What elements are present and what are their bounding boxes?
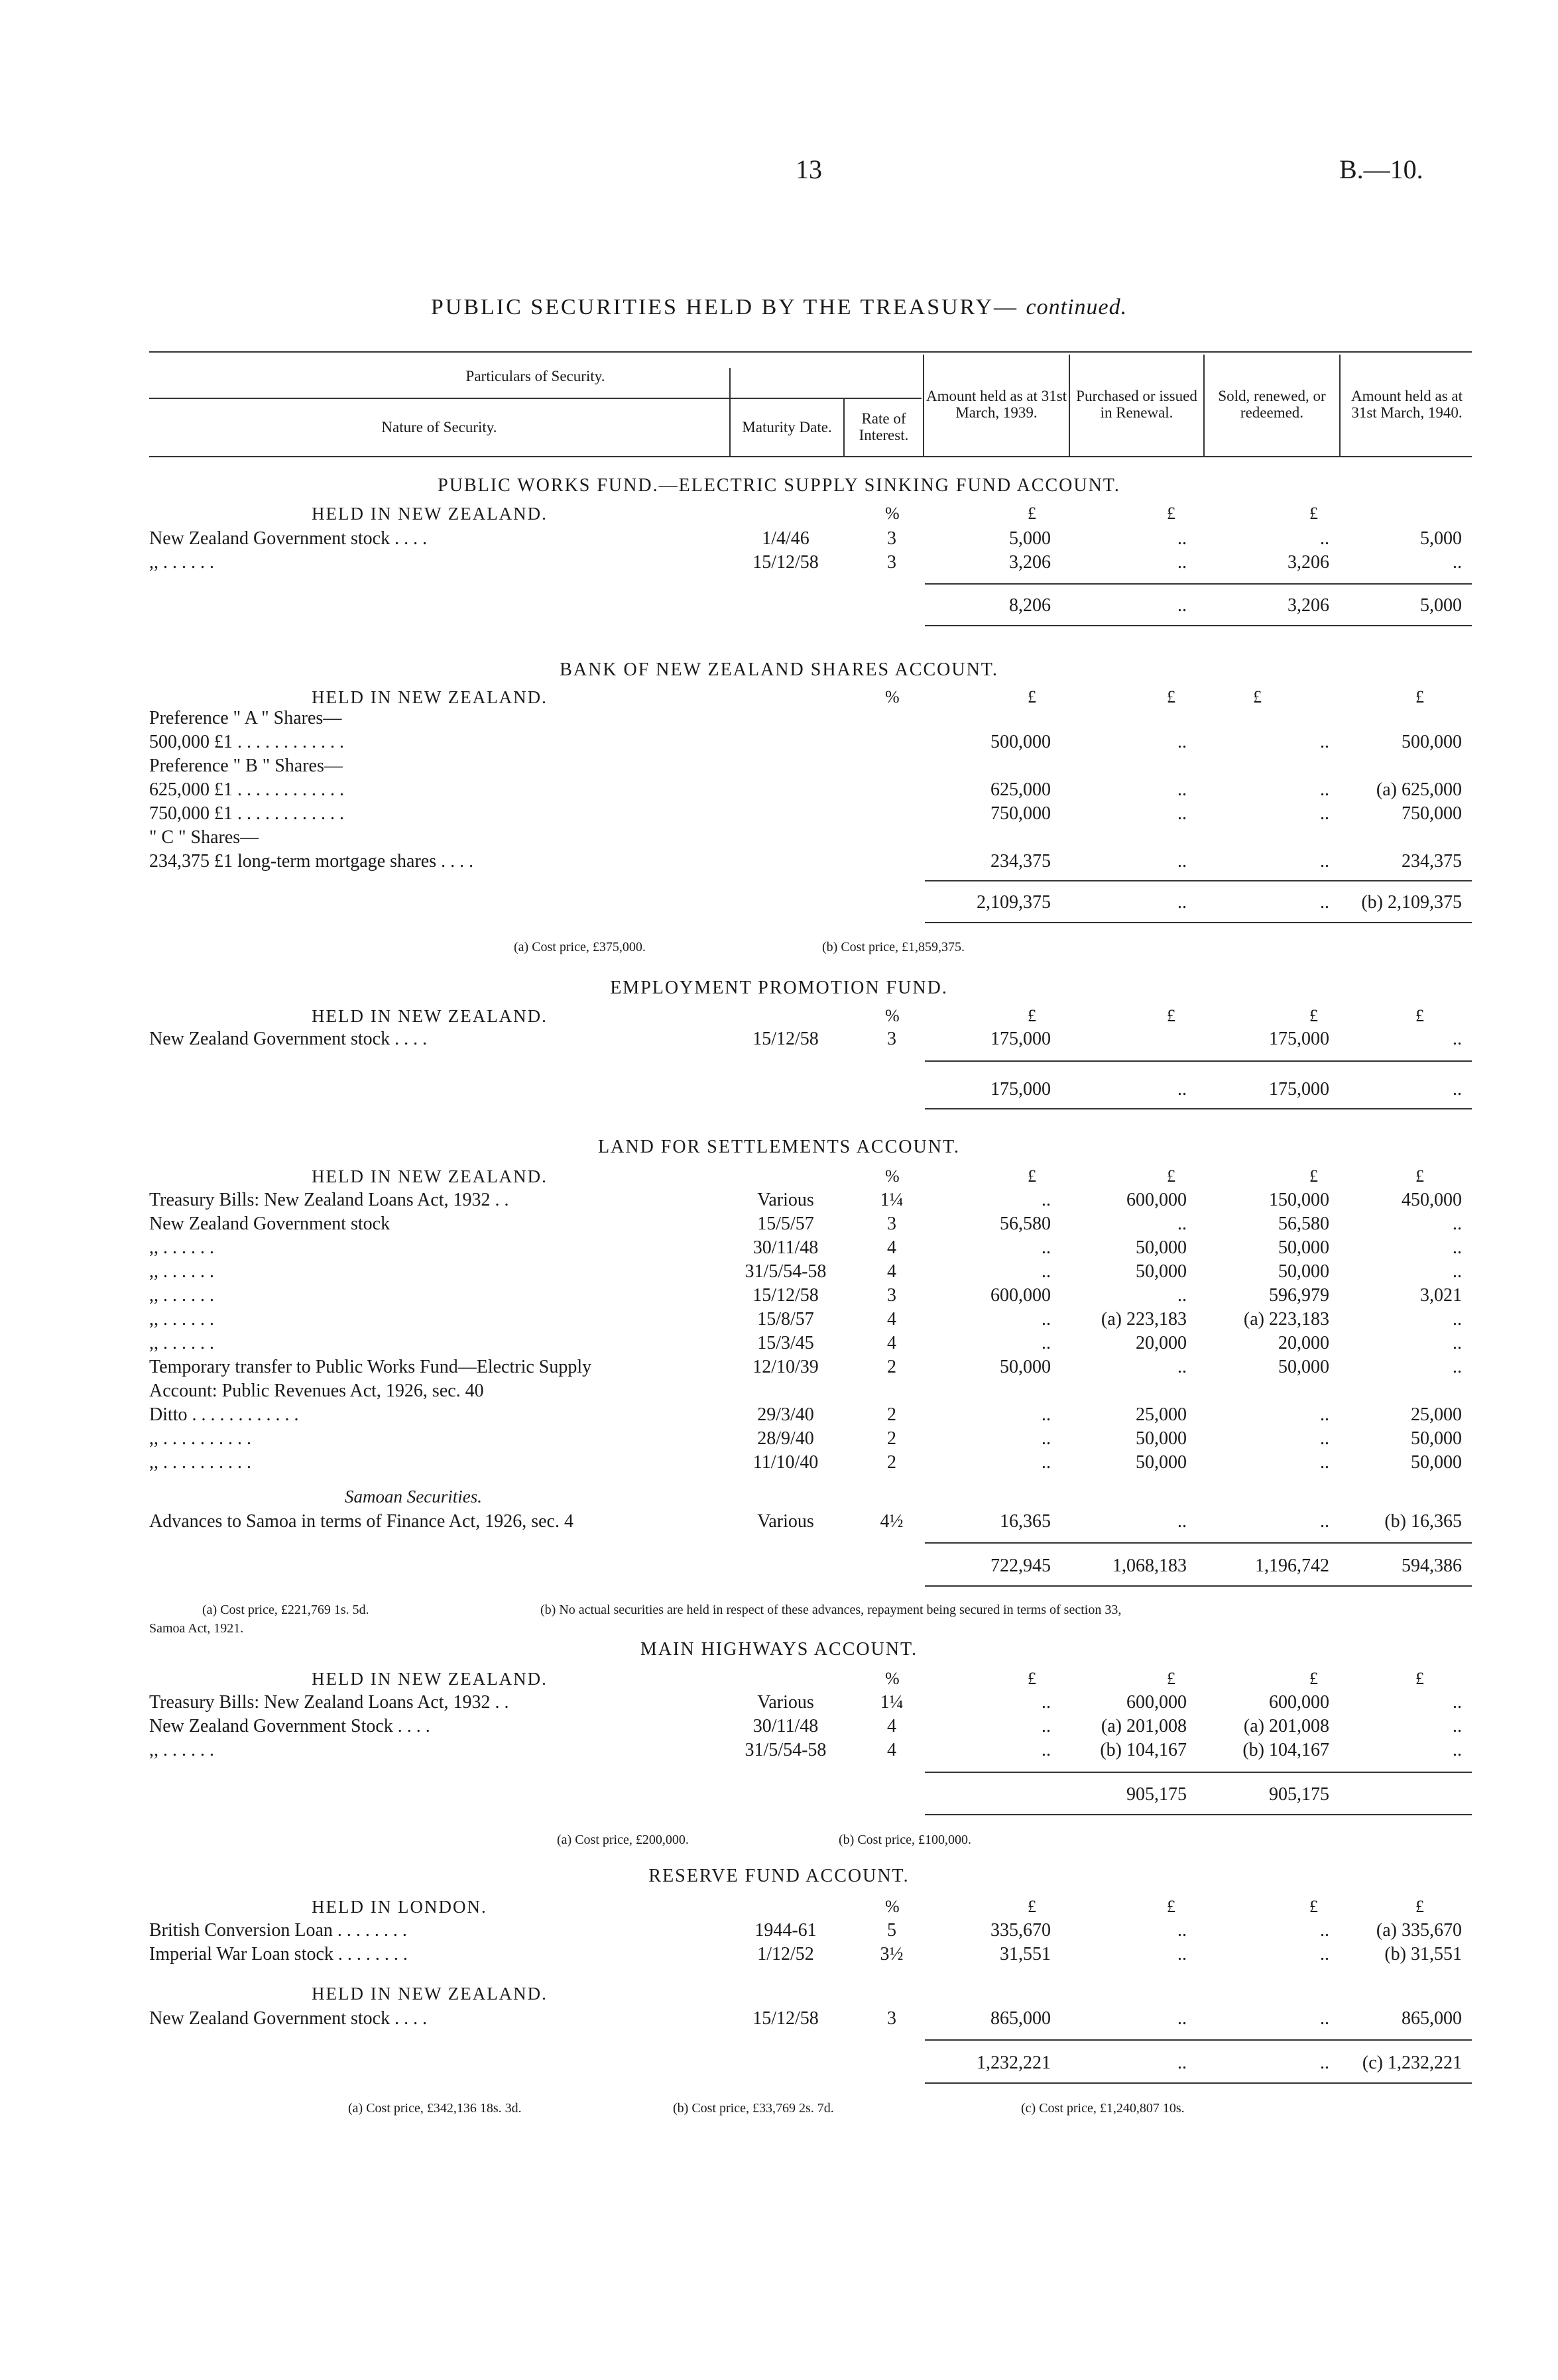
table-row: Temporary transfer to Public Works Fund—Electric Supply 12/10/39 2 50,000 .. 50,000 ..: [149, 1357, 1462, 1377]
table-row: Preference " A " Shares—: [149, 708, 342, 728]
unit-pound: £: [1028, 687, 1036, 707]
total-row: 722,945 1,068,183 1,196,742 594,386: [990, 1556, 1462, 1576]
unit-pound: £: [1309, 504, 1318, 523]
unit-pound: £: [1028, 1669, 1036, 1688]
samoan-securities-label: Samoan Securities.: [345, 1487, 482, 1506]
held-label: HELD IN NEW ZEALAND.: [312, 1984, 548, 2004]
page-number: 13: [796, 154, 822, 184]
unit-pound: £: [1309, 1669, 1318, 1688]
held-label: HELD IN NEW ZEALAND.: [312, 504, 548, 524]
unit-pound: £: [1415, 1166, 1424, 1186]
title-continued: continued.: [1026, 295, 1128, 319]
total-rule: [925, 1060, 1472, 1062]
table-row: 500,000 £1 . . . . . . . . . . . . 500,000 .. .. 500,000: [149, 732, 1462, 752]
unit-pound: £: [1415, 1897, 1424, 1916]
table-row: British Conversion Loan . . . . . . . . 1944-61 5 335,670 .. .. (a) 335,670: [149, 1920, 1462, 1941]
table-row: Ditto . . . . . . . . . . . . 29/3/40 2 .. 25,000 .. 25,000: [149, 1404, 1462, 1425]
unit-pound: £: [1309, 1166, 1318, 1186]
unit-pound: £: [1167, 1897, 1175, 1916]
total-row: 8,206 .. 3,206 5,000: [1009, 595, 1462, 616]
table-row: 234,375 £1 long-term mortgage shares . . . . 234,375 .. .. 234,375: [149, 851, 1462, 872]
header-maturity: Maturity Date.: [742, 418, 832, 435]
total-rule: [925, 1585, 1472, 1587]
footnote: (b) Cost price, £1,859,375.: [822, 940, 965, 954]
footnote: (a) Cost price, £200,000.: [557, 1833, 689, 1847]
table-row: Account: Public Revenues Act, 1926, sec. 40: [149, 1381, 484, 1401]
total-row: 1,232,221 .. .. (c) 1,232,221: [977, 2053, 1462, 2073]
table-row: New Zealand Government stock 15/5/57 3 56,580 .. 56,580 ..: [149, 1214, 1462, 1234]
footnote: (c) Cost price, £1,240,807 10s.: [1021, 2101, 1185, 2116]
unit-pound: £: [1415, 687, 1424, 707]
table-row: ,, . . . . . . 31/5/54-58 4 .. 50,000 50,000 ..: [149, 1261, 1462, 1282]
total-rule: [925, 583, 1472, 585]
section-title-reserve: RESERVE FUND ACCOUNT.: [648, 1866, 910, 1886]
title-main: PUBLIC SECURITIES HELD BY THE TREASURY—: [430, 295, 1019, 319]
table-row: " C " Shares—: [149, 827, 259, 848]
table-row: Treasury Bills: New Zealand Loans Act, 1932 . . Various 1¼ .. 600,000 150,000 450,000: [149, 1190, 1462, 1210]
header-top-rule: [149, 351, 1472, 353]
unit-pound: £: [1253, 687, 1262, 707]
held-label: HELD IN NEW ZEALAND.: [312, 687, 548, 707]
footnote: (a) Cost price, £342,136 18s. 3d.: [348, 2101, 522, 2116]
unit-pound: £: [1309, 1897, 1318, 1916]
footnote: (b) No actual securities are held in respect of these advances, repayment being secured in terms of section 33,: [540, 1603, 1122, 1617]
table-row: Preference " B " Shares—: [149, 756, 343, 776]
table-row: ,, . . . . . . 15/8/57 4 .. (a) 223,183 (a) 223,183 ..: [149, 1309, 1462, 1330]
section-title-highways: MAIN HIGHWAYS ACCOUNT.: [640, 1639, 918, 1660]
table-row: ,, . . . . . . 31/5/54-58 4 .. (b) 104,167 (b) 104,167 ..: [149, 1740, 1462, 1760]
held-label: HELD IN LONDON.: [312, 1897, 487, 1917]
unit-pct: %: [885, 1897, 900, 1916]
header-rate: Rate of Interest.: [859, 410, 909, 443]
unit-pct: %: [885, 1006, 900, 1025]
table-row: 750,000 £1 . . . . . . . . . . . . 750,000 .. .. 750,000: [149, 803, 1462, 824]
section-title-bank: BANK OF NEW ZEALAND SHARES ACCOUNT.: [560, 659, 998, 680]
header-nature: Nature of Security.: [381, 418, 497, 435]
page-title: [0, 295, 1558, 320]
total-rule: [925, 1814, 1472, 1815]
table-row: New Zealand Government stock . . . . 15/12/58 3 865,000 .. .. 865,000: [149, 2008, 1462, 2029]
unit-pound: £: [1028, 504, 1036, 523]
footnote: (a) Cost price, £375,000.: [514, 940, 646, 954]
table-row: ,, . . . . . . . . . . 11/10/40 2 .. 50,000 .. 50,000: [149, 1452, 1462, 1473]
table-row: ,, . . . . . . 15/12/58 3 600,000 .. 596,979 3,021: [149, 1285, 1462, 1306]
unit-pound: £: [1028, 1897, 1036, 1916]
footnote: Samoa Act, 1921.: [149, 1621, 244, 1636]
unit-pct: %: [885, 504, 900, 523]
table-row: 625,000 £1 . . . . . . . . . . . . 625,000 .. .. (a) 625,000: [149, 779, 1462, 800]
section-title-land: LAND FOR SETTLEMENTS ACCOUNT.: [598, 1137, 960, 1157]
section-title-pwf: PUBLIC WORKS FUND.—ELECTRIC SUPPLY SINKING FUND ACCOUNT.: [438, 475, 1120, 496]
table-row: Imperial War Loan stock . . . . . . . . 1/12/52 3½ 31,551 .. .. (b) 31,551: [149, 1944, 1462, 1964]
table-row: ,, . . . . . . . . . . 28/9/40 2 .. 50,000 .. 50,000: [149, 1428, 1462, 1449]
header-sold: Sold, renewed, or redeemed.: [1218, 388, 1326, 421]
total-row: 175,000 .. 175,000 ..: [990, 1079, 1462, 1100]
section-title-employment: EMPLOYMENT PROMOTION FUND.: [610, 978, 948, 998]
unit-pound: £: [1415, 1669, 1424, 1688]
table-row: ,, . . . . . . 15/12/58 3 3,206 .. 3,206 ..: [149, 552, 1462, 573]
held-label: HELD IN NEW ZEALAND.: [312, 1006, 548, 1026]
table-row: New Zealand Government Stock . . . . 30/11/48 4 .. (a) 201,008 (a) 201,008 ..: [149, 1716, 1462, 1736]
total-rule: [925, 2082, 1472, 2084]
unit-pound: £: [1167, 1669, 1175, 1688]
unit-pound: £: [1415, 1006, 1424, 1025]
table-row: New Zealand Government stock . . . . 1/4/46 3 5,000 .. .. 5,000: [149, 528, 1462, 549]
header-held-1940: Amount held as at 31st March, 1940.: [1351, 388, 1463, 421]
table-row: New Zealand Government stock . . . . 15/12/58 3 175,000 175,000 ..: [149, 1029, 1462, 1049]
unit-pound: £: [1167, 687, 1175, 707]
unit-pound: £: [1167, 504, 1175, 523]
table-row: ,, . . . . . . 30/11/48 4 .. 50,000 50,000 ..: [149, 1237, 1462, 1258]
table-row: ,, . . . . . . 15/3/45 4 .. 20,000 20,000 ..: [149, 1333, 1462, 1353]
total-rule: [925, 880, 1472, 881]
unit-pound: £: [1167, 1166, 1175, 1186]
held-label: HELD IN NEW ZEALAND.: [312, 1166, 548, 1186]
total-rule: [925, 1542, 1472, 1544]
document-code: B.—10.: [1339, 154, 1423, 184]
table-row: Advances to Samoa in terms of Finance Act, 1926, sec. 4 Various 4½ 16,365 .. .. (b) 16,365: [149, 1511, 1462, 1532]
footnote: (a) Cost price, £221,769 1s. 5d.: [202, 1603, 369, 1617]
total-rule: [925, 2039, 1472, 2041]
footnote: (b) Cost price, £100,000.: [839, 1833, 971, 1847]
header-purchased: Purchased or issued in Renewal.: [1076, 388, 1197, 421]
total-rule: [925, 1108, 1472, 1109]
unit-pct: %: [885, 1669, 900, 1688]
unit-pound: £: [1028, 1166, 1036, 1186]
header-bottom-rule: [149, 456, 1472, 457]
footnote: (b) Cost price, £33,769 2s. 7d.: [673, 2101, 834, 2116]
header-particulars: Particulars of Security.: [465, 368, 605, 384]
total-rule: [925, 625, 1472, 626]
table-row: Treasury Bills: New Zealand Loans Act, 1932 . . Various 1¼ .. 600,000 600,000 ..: [149, 1692, 1462, 1713]
total-rule: [925, 922, 1472, 923]
unit-pound: £: [1167, 1006, 1175, 1025]
header-held-1939: Amount held as at 31st March, 1939.: [926, 388, 1067, 421]
unit-pound: £: [1309, 1006, 1318, 1025]
unit-pound: £: [1028, 1006, 1036, 1025]
total-row: 2,109,375 .. .. (b) 2,109,375: [977, 892, 1462, 913]
unit-pct: %: [885, 687, 900, 707]
total-rule: [925, 1772, 1472, 1773]
unit-pct: %: [885, 1166, 900, 1186]
total-row: 905,175 905,175: [1126, 1784, 1329, 1805]
held-label: HELD IN NEW ZEALAND.: [312, 1669, 548, 1689]
